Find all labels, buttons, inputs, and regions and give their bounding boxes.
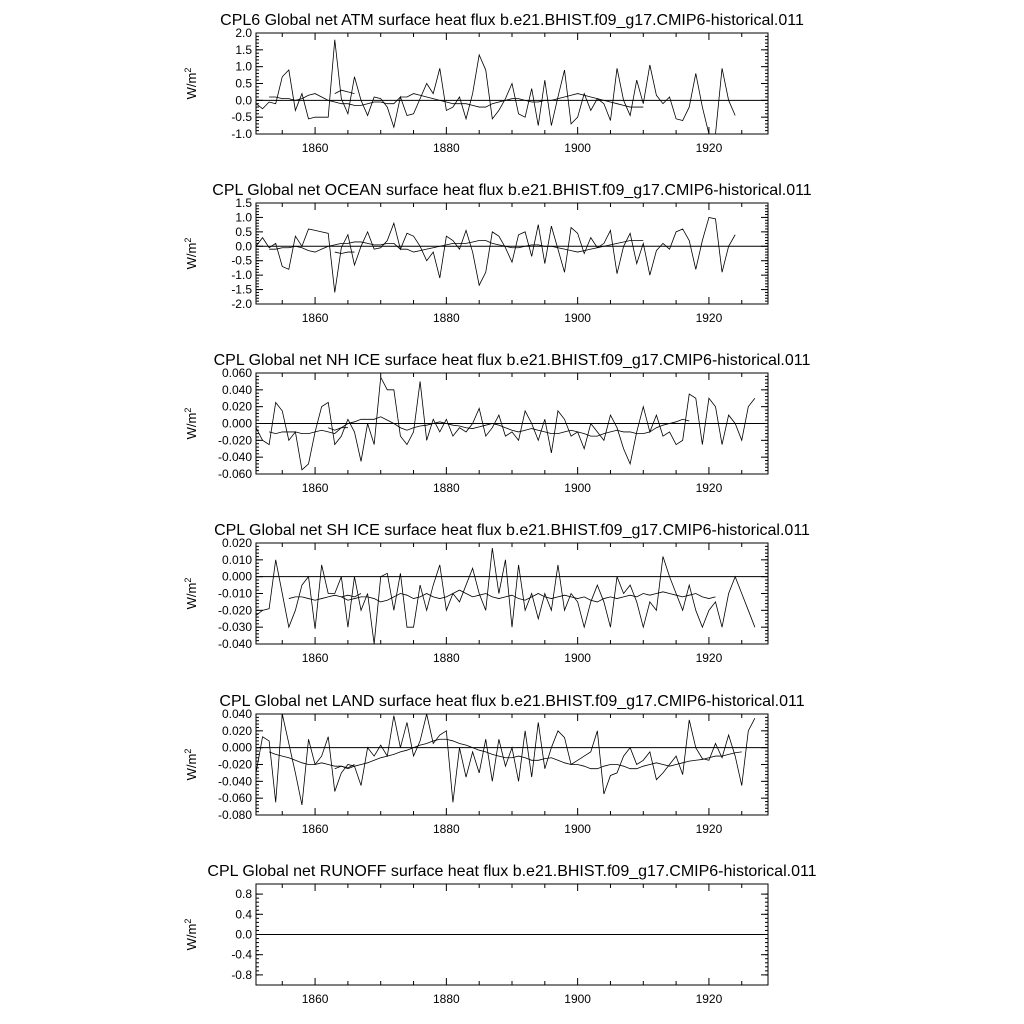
y-axis-label (183, 68, 199, 100)
panel-title: CPL Global net NH ICE surface heat flux b.e21.BHIST.f09_g17.CMIP6-historical.011 (213, 352, 811, 369)
plot-frame (256, 203, 768, 304)
x-tick-label: 1920 (695, 822, 723, 836)
y-tick-label: 0.000 (221, 569, 252, 584)
y-tick-label: -0.5 (231, 253, 252, 268)
x-tick-label: 1880 (433, 992, 460, 1006)
panel-title: CPL Global net LAND surface heat flux b.e21.BHIST.f09_g17.CMIP6-historical.011 (219, 693, 805, 710)
y-axis-label-exponent: 2 (183, 918, 193, 924)
x-tick-label: 1860 (301, 481, 329, 495)
panel-title: CPL6 Global net ATM surface heat flux b.e21.BHIST.f09_g17.CMIP6-historical.011 (220, 12, 804, 29)
y-tick-label: 1.5 (235, 196, 252, 210)
chart-panel (183, 12, 804, 155)
y-tick-label: -1.0 (231, 127, 252, 141)
x-tick-label: 1900 (564, 481, 591, 495)
y-tick-label: -1.0 (231, 268, 252, 283)
y-axis-label-base: W/m (184, 582, 199, 610)
y-axis-label-base: W/m (184, 242, 199, 270)
y-axis-label-base: W/m (184, 753, 199, 781)
y-tick-label: -1.5 (231, 282, 252, 297)
x-tick-label: 1920 (695, 141, 723, 155)
y-tick-label: 0.020 (221, 399, 252, 414)
y-tick-label: -0.8 (231, 967, 252, 982)
y-axis-label (183, 408, 199, 440)
x-tick-label: 1860 (301, 992, 329, 1006)
x-tick-label: 1880 (433, 311, 460, 325)
chart-panel (183, 522, 810, 665)
x-tick-label: 1920 (695, 481, 723, 495)
x-tick-label: 1880 (433, 141, 460, 155)
y-axis-label-exponent: 2 (183, 577, 193, 583)
y-tick-label: 0.5 (235, 224, 252, 239)
y-tick-label: 0.8 (235, 887, 252, 902)
y-tick-label: 1.5 (235, 42, 252, 57)
x-tick-label: 1860 (301, 651, 329, 665)
y-tick-label: -0.020 (217, 603, 252, 618)
y-tick-label: 0.4 (235, 907, 252, 922)
x-tick-label: 1880 (433, 481, 460, 495)
y-tick-label: -0.5 (231, 110, 252, 125)
y-tick-label: -0.060 (217, 791, 252, 806)
x-tick-label: 1900 (564, 311, 591, 325)
y-tick-label: 0.000 (221, 416, 252, 431)
y-axis-label-exponent: 2 (183, 67, 193, 73)
y-tick-label: 0.0 (235, 239, 252, 254)
y-tick-label: 0.5 (235, 76, 252, 91)
y-axis-label-exponent: 2 (183, 407, 193, 413)
y-tick-label: -0.020 (217, 433, 252, 448)
y-tick-label: -0.080 (217, 808, 252, 822)
x-tick-label: 1920 (695, 651, 723, 665)
x-tick-label: 1860 (301, 822, 329, 836)
y-tick-label: 0.0 (235, 93, 252, 108)
x-tick-label: 1860 (301, 141, 329, 155)
x-tick-label: 1880 (433, 822, 460, 836)
y-tick-label: -0.030 (217, 620, 252, 635)
y-tick-label: -2.0 (231, 297, 252, 311)
x-tick-label: 1880 (433, 651, 460, 665)
series-line (328, 428, 348, 431)
y-tick-label: -0.010 (217, 586, 252, 601)
y-axis-label-exponent: 2 (183, 748, 193, 754)
panel-title: CPL Global net OCEAN surface heat flux b.e21.BHIST.f09_g17.CMIP6-historical.011 (212, 182, 812, 199)
series-line (256, 217, 735, 292)
x-tick-label: 1900 (564, 651, 591, 665)
chart-panel (183, 352, 810, 495)
y-axis-label-base: W/m (184, 923, 199, 951)
y-tick-label: 0.060 (221, 366, 252, 380)
series-line (256, 714, 755, 805)
y-tick-label: 0.020 (221, 536, 252, 550)
x-tick-label: 1900 (564, 141, 591, 155)
y-tick-label: 0.0 (235, 927, 252, 942)
panel-title: CPL Global net SH ICE surface heat flux b.e21.BHIST.f09_g17.CMIP6-historical.011 (214, 522, 810, 539)
chart-panel (183, 863, 817, 1006)
y-tick-label: -0.040 (217, 637, 252, 651)
x-tick-label: 1920 (695, 311, 723, 325)
x-tick-label: 1860 (301, 311, 329, 325)
y-tick-label: 0.010 (221, 552, 252, 567)
x-tick-label: 1920 (695, 992, 723, 1006)
y-axis-label-base: W/m (184, 412, 199, 440)
y-axis-label-base: W/m (184, 72, 199, 100)
y-tick-label: 0.020 (221, 723, 252, 738)
series-line (256, 40, 735, 134)
x-tick-label: 1900 (564, 822, 591, 836)
y-tick-label: 0.040 (221, 707, 252, 721)
chart-panel (183, 693, 805, 836)
y-tick-label: 2.0 (235, 26, 252, 40)
y-tick-label: -0.040 (217, 774, 252, 789)
y-tick-label: 1.0 (235, 59, 252, 74)
y-tick-label: 0.000 (221, 740, 252, 755)
panel-title: CPL Global net RUNOFF surface heat flux b.e21.BHIST.f09_g17.CMIP6-historical.011 (207, 863, 817, 880)
y-axis-label-exponent: 2 (183, 237, 193, 243)
y-axis-label (183, 578, 199, 610)
y-tick-label: -0.020 (217, 757, 252, 772)
y-tick-label: 1.0 (235, 210, 252, 225)
y-tick-label: -0.4 (231, 947, 252, 962)
y-axis-label (183, 238, 199, 270)
y-tick-label: 0.040 (221, 382, 252, 397)
x-tick-label: 1900 (564, 992, 591, 1006)
y-tick-label: -0.060 (217, 467, 252, 481)
y-axis-label (183, 919, 199, 951)
y-tick-label: -0.040 (217, 450, 252, 465)
y-axis-label (183, 749, 199, 781)
chart-panel (183, 182, 812, 325)
series-line (269, 739, 742, 768)
